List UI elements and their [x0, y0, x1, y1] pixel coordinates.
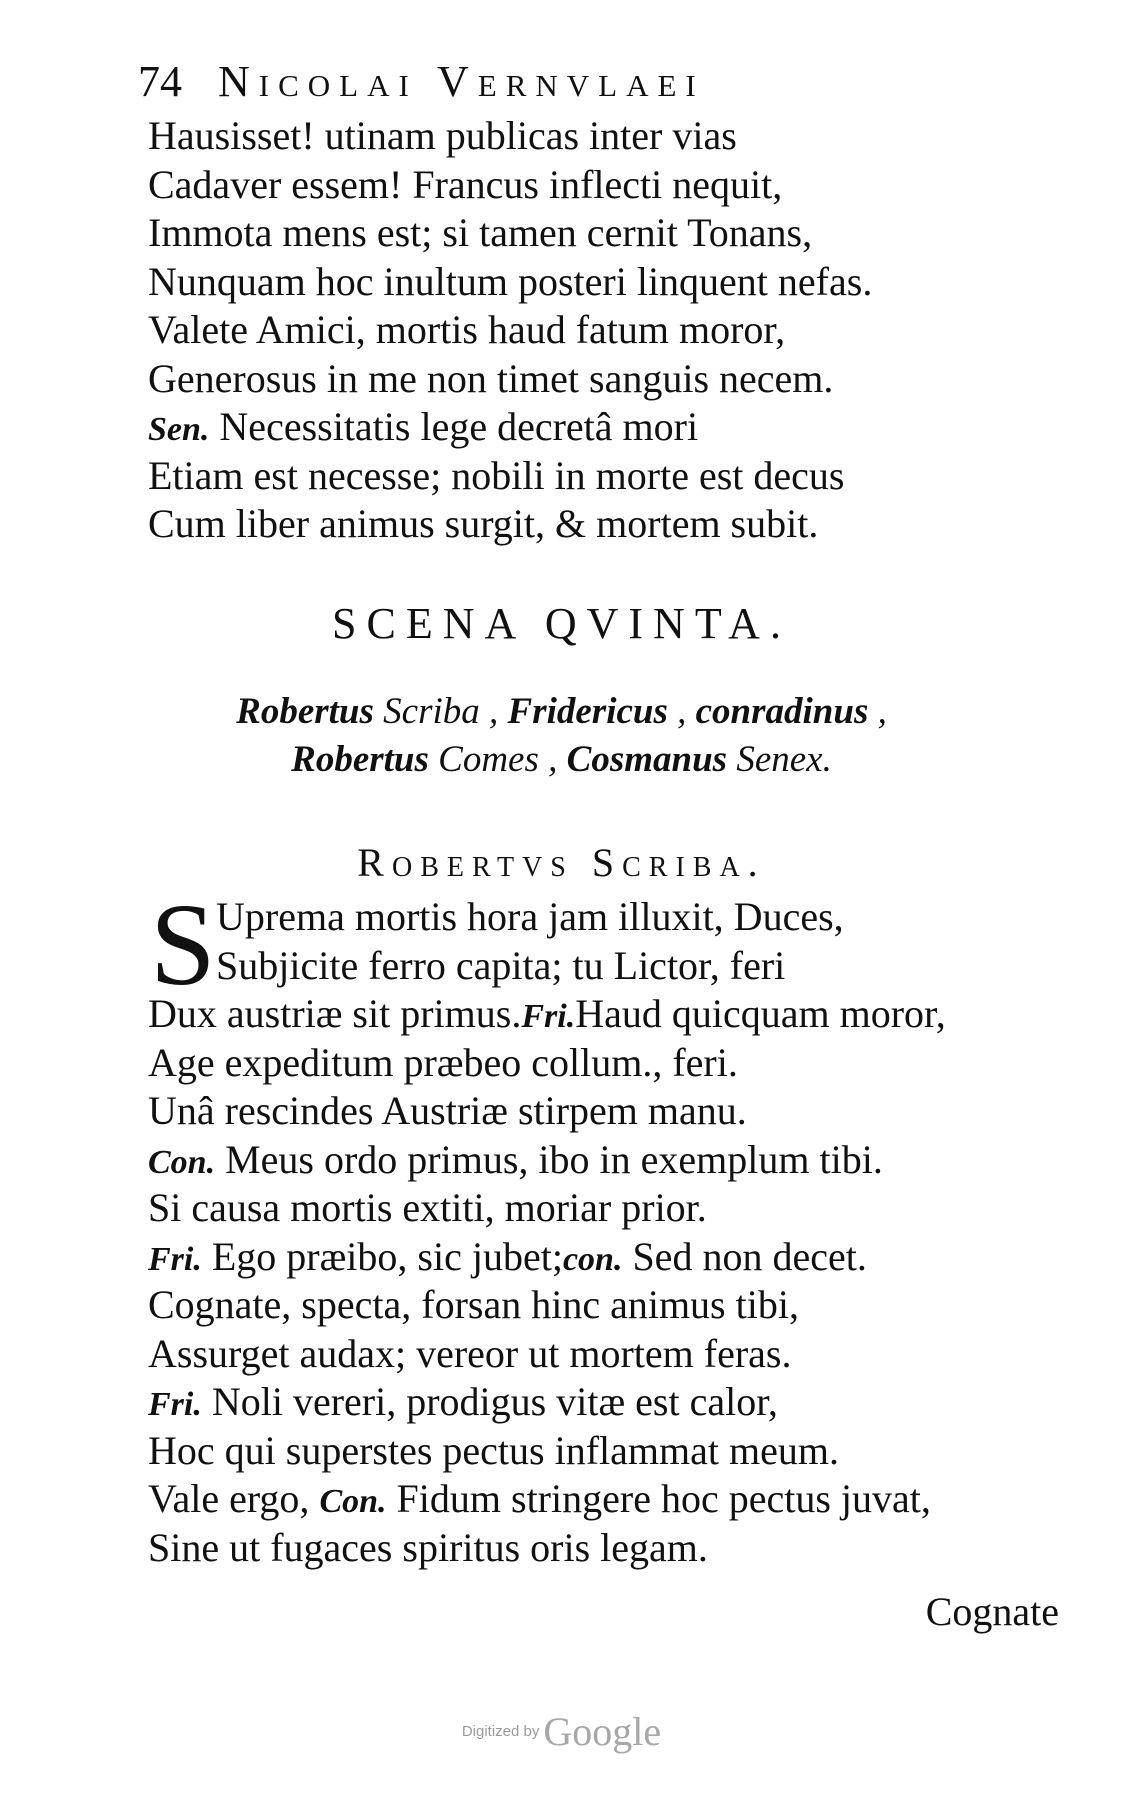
- verse-line: Nunquam hoc inultum posteri linquent nefas.: [148, 258, 873, 304]
- verse-text: Sed non decet.: [632, 1233, 867, 1279]
- speaker-abbrev: con.: [562, 1240, 623, 1278]
- digitized-watermark: [0, 1708, 1123, 1755]
- verse-text: Dux austriæ sit primus.: [148, 991, 522, 1036]
- cast-name: Fridericus: [507, 691, 668, 732]
- verse-line: Valete Amici, mortis haud fatum moror,: [148, 307, 786, 352]
- verse-line: Hausisset! utinam publicas inter vias: [148, 113, 737, 158]
- speaker-abbrev: Fri.: [148, 1240, 202, 1278]
- verse-line: Cadaver essem! Francus inflecti nequit,: [148, 161, 783, 207]
- verse-line: Sine ut fugaces spiritus oris legam.: [148, 1524, 708, 1570]
- cast-name: conradinus: [695, 691, 869, 732]
- verse-line: Etiam est necesse; nobili in morte est decus: [148, 452, 845, 498]
- verse-line: Assurget audax; vereor ut mortem feras.: [148, 1330, 792, 1376]
- page-number: 74: [138, 57, 182, 106]
- cast-separator: ,: [548, 739, 558, 780]
- verse-text: Fidum stringere hoc pectus juvat,: [396, 1476, 931, 1521]
- cast-role: Scriba: [383, 691, 480, 732]
- running-head-title: Nicolai Vernvlaei: [218, 57, 705, 106]
- speaker-abbrev: Con.: [319, 1483, 387, 1520]
- verse-line: Cum liber animus surgit, & mortem subit.: [148, 501, 819, 546]
- watermark-prefix: Digitized by: [461, 1723, 540, 1740]
- cast-name: Robertus: [291, 739, 429, 780]
- verse-line: [148, 1378, 1078, 1427]
- scene-title: SCENA QVINTA.: [332, 599, 791, 648]
- cast-line: [0, 688, 1123, 736]
- cast-line: [0, 736, 1123, 784]
- verse-text: Noli vereri, prodigus vitæ est calor,: [211, 1379, 778, 1424]
- verse-line: [148, 403, 1078, 452]
- verse-line: Subjicite ferro capita; tu Lictor, feri: [216, 942, 786, 988]
- verse-block-a: [148, 112, 1078, 549]
- verse-line: [148, 1475, 1078, 1524]
- verse-block-b: [148, 879, 1078, 1572]
- verse-line: Si causa mortis extiti, moriar prior.: [148, 1185, 707, 1230]
- verse-line: Hoc qui superstes pectus inflammat meum.: [148, 1427, 839, 1473]
- verse-line: Generosus in me non timet sanguis necem.: [148, 355, 834, 401]
- verse-line: [148, 1136, 1078, 1185]
- verse-text: Meus ordo primus, ibo in exemplum tibi.: [225, 1136, 883, 1182]
- verse-line: [148, 1233, 1078, 1282]
- verse-text: Necessitatis lege decretâ mori: [219, 404, 699, 449]
- cast-separator: ,: [489, 691, 499, 732]
- cast-name: Robertus: [236, 691, 374, 732]
- cast-role: Comes: [438, 739, 539, 780]
- speaker-abbrev: Sen.: [148, 411, 210, 448]
- speaker-abbrev: Con.: [148, 1143, 216, 1181]
- verse-line: [148, 990, 1078, 1039]
- verse-text: Haud quicquam moror,: [575, 991, 946, 1036]
- cast-list: [0, 688, 1123, 784]
- verse-line: Uprema mortis hora jam illuxit, Duces,: [216, 894, 844, 939]
- verse-text: Ego præibo, sic jubet;: [211, 1233, 563, 1279]
- cast-role: Senex.: [736, 739, 832, 780]
- speaker-abbrev: Fri.: [521, 998, 576, 1035]
- verse-line: Age expeditum præbeo collum., feri.: [148, 1039, 738, 1085]
- speaker-heading: Robertvs Scriba.: [357, 840, 766, 885]
- verse-text: Vale ergo,: [148, 1476, 310, 1521]
- verse-line: Unâ rescindes Austriæ stirpem manu.: [148, 1088, 747, 1133]
- drop-cap: S: [150, 879, 216, 1010]
- speaker-abbrev: Fri.: [148, 1386, 202, 1423]
- cast-separator: ,: [877, 691, 887, 732]
- cast-name: Cosmanus: [566, 739, 728, 780]
- catchword: Cognate: [925, 1589, 1059, 1634]
- verse-line: Immota mens est; si tamen cernit Tonans,: [148, 210, 813, 255]
- running-head: [138, 52, 898, 112]
- watermark-brand: Google: [543, 1709, 662, 1754]
- cast-separator: ,: [677, 691, 687, 732]
- verse-line: Cognate, specta, forsan hinc animus tibi,: [148, 1282, 799, 1327]
